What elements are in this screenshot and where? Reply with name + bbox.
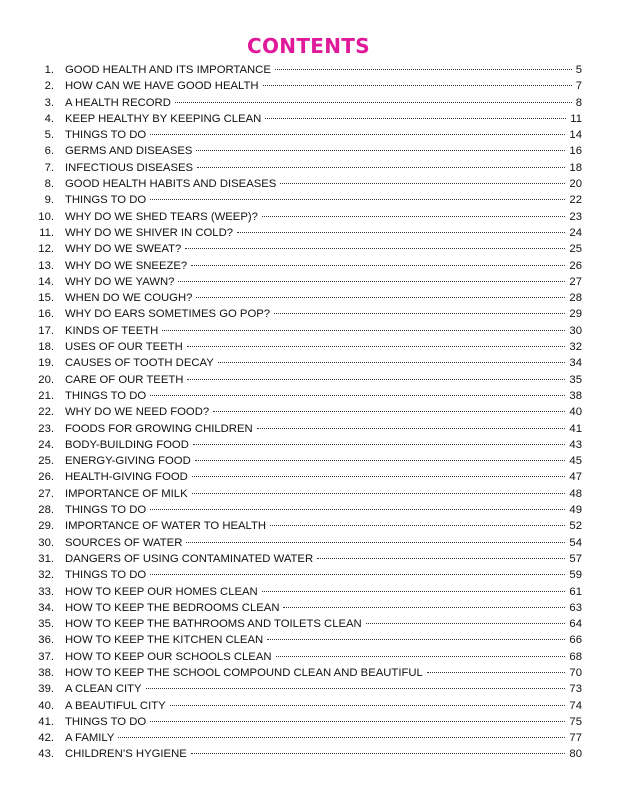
toc-entry-line [65,502,582,518]
toc-entry-title: SOURCES OF WATER [65,536,183,549]
toc-entry-title: IMPORTANCE OF WATER TO HEALTH [65,520,267,533]
toc-entry-title: A HEALTH RECORD [65,96,171,109]
toc-entry-number: 6. [44,145,54,158]
toc-entry-line [65,584,582,600]
dot-leader [195,460,566,461]
toc-entry-page: 28 [569,292,582,305]
toc-entry-number: 17. [38,324,54,337]
toc-entry-page: 38 [569,389,582,402]
dot-leader [265,118,566,119]
toc-entry [0,502,617,518]
dot-leader [185,248,565,249]
toc-entry-page: 30 [569,324,582,337]
toc-entry-page: 75 [569,715,582,728]
toc-entry-title: THINGS TO DO [65,569,147,582]
toc-entry-number: 36. [38,634,54,647]
toc-entry-title: HOW TO KEEP OUR SCHOOLS CLEAN [65,650,272,663]
toc-entry-page: 29 [569,308,582,321]
toc-entry-page: 18 [569,161,582,174]
toc-entry [0,274,617,290]
dot-leader [218,362,566,363]
toc-entry-number: 16. [38,308,54,321]
toc-entry [0,339,617,355]
toc-entry-page: 43 [569,438,582,451]
toc-entry-line [65,714,582,730]
dot-leader [283,607,565,608]
dot-leader [197,167,565,168]
toc-entry-page: 45 [569,455,582,468]
toc-entry-title: A CLEAN CITY [65,683,142,696]
toc-entry-line [65,95,582,111]
toc-entry-line [65,632,582,648]
toc-entry-line [65,698,582,714]
toc-entry-number: 24. [38,438,54,451]
toc-entry-line [65,567,582,583]
dot-leader [196,150,565,151]
dot-leader [213,411,565,412]
toc-entry-title: A BEAUTIFUL CITY [65,699,166,712]
toc-entry-title: HOW CAN WE HAVE GOOD HEALTH [65,80,259,93]
dot-leader [317,558,565,559]
toc-entry-number: 2. [44,80,54,93]
toc-entry-number: 42. [38,732,54,745]
toc-entry [0,258,617,274]
dot-leader [275,69,572,70]
toc-entry [0,78,617,94]
toc-entry-line [65,551,582,567]
dot-leader [270,525,565,526]
dot-leader [262,216,566,217]
toc-entry-title: GOOD HEALTH AND ITS IMPORTANCE [65,64,271,76]
toc-entry [0,209,617,225]
toc-entry-line [65,225,582,241]
toc-entry-number: 8. [44,178,54,191]
toc-entry-line [65,258,582,274]
toc-entry-title: THINGS TO DO [65,129,147,142]
toc-entry-title: THINGS TO DO [65,194,147,207]
toc-entry [0,388,617,404]
dot-leader [274,313,565,314]
toc-entry-number: 1. [44,64,54,76]
toc-entry-page: 34 [569,357,582,370]
toc-entry-line [65,62,582,78]
toc-entry-number: 23. [38,422,54,435]
toc-entry-page: 64 [569,618,582,631]
toc-entry-number: 10. [38,210,54,223]
toc-entry-page: 23 [569,210,582,223]
toc-entry-title: CAUSES OF TOOTH DECAY [65,357,214,370]
toc-entry-title: HOW TO KEEP THE KITCHEN CLEAN [65,634,264,647]
toc-entry [0,176,617,192]
toc-entry-number: 41. [38,715,54,728]
toc-entry-line [65,323,582,339]
toc-entry-title: WHY DO WE NEED FOOD? [65,406,210,419]
toc-entry-number: 26. [38,471,54,484]
toc-entry-title: GOOD HEALTH HABITS AND DISEASES [65,178,277,191]
toc-entry-title: THINGS TO DO [65,715,147,728]
toc-entry-title: BODY-BUILDING FOOD [65,438,189,451]
toc-entry [0,421,617,437]
toc-entry-title: CHILDREN’S HYGIENE [65,748,187,761]
toc-entry [0,111,617,127]
toc-entry-title: IMPORTANCE OF MILK [65,487,188,500]
dot-leader [162,330,565,331]
toc-entry [0,372,617,388]
toc-entry-page: 68 [569,650,582,663]
toc-entry-line [65,388,582,404]
toc-entry-line [65,649,582,665]
toc-entry-title: WHEN DO WE COUGH? [65,292,193,305]
toc-entry-page: 48 [569,487,582,500]
toc-entry [0,632,617,648]
toc-entry-page: 7 [575,80,582,93]
toc-entry-line [65,681,582,697]
toc-entry-line [65,290,582,306]
dot-leader [150,134,565,135]
toc-entry [0,127,617,143]
toc-entry-title: CARE OF OUR TEETH [65,373,184,386]
toc-entry-number: 22. [38,406,54,419]
page-title: CONTENTS [247,34,370,58]
toc-entry-page: 25 [569,243,582,256]
toc-entry-title: THINGS TO DO [65,504,147,517]
dot-leader [262,591,566,592]
toc-entry-title: KEEP HEALTHY BY KEEPING CLEAN [65,112,262,125]
toc-entry-page: 47 [569,471,582,484]
toc-entry [0,469,617,485]
toc-entry-title: WHY DO WE SHED TEARS (WEEP)? [65,210,258,223]
toc-entry-page: 57 [569,552,582,565]
dot-leader [427,672,566,673]
toc-entry-title: WHY DO WE SNEEZE? [65,259,188,272]
toc-entry-number: 29. [38,520,54,533]
toc-entry-title: WHY DO WE SHIVER IN COLD? [65,226,234,239]
toc-entry-line [65,665,582,681]
toc-entry-title: WHY DO WE YAWN? [65,275,175,288]
toc-entry-number: 40. [38,699,54,712]
toc-entry-title: HOW TO KEEP THE BATHROOMS AND TOILETS CLEAN [65,618,362,631]
dot-leader [191,265,565,266]
toc-entry-line [65,143,582,159]
toc-entry-number: 38. [38,666,54,679]
toc-entry-page: 66 [569,634,582,647]
toc-entry-number: 27. [38,487,54,500]
toc-entry-number: 5. [44,129,54,142]
toc-entry-number: 20. [38,373,54,386]
toc-entry-title: THINGS TO DO [65,389,147,402]
dot-leader [366,623,566,624]
toc-entry-page: 73 [569,683,582,696]
toc-entry [0,551,617,567]
toc-entry-line [65,176,582,192]
toc-entry-line [65,404,582,420]
dot-leader [150,199,565,200]
toc-entry-page: 32 [569,341,582,354]
toc-entry-page: 35 [569,373,582,386]
toc-entry-line [65,535,582,551]
toc-entry-page: 14 [569,129,582,142]
toc-entry-number: 14. [38,275,54,288]
toc-entry-line [65,600,582,616]
toc-entry-page: 52 [569,520,582,533]
toc-entry [0,665,617,681]
toc-entry-number: 32. [38,569,54,582]
toc-entry-number: 34. [38,601,54,614]
toc-entry-line [65,437,582,453]
toc-entry [0,698,617,714]
toc-entry-line [65,421,582,437]
toc-entry-page: 27 [569,275,582,288]
toc-entry [0,518,617,534]
toc-entry [0,143,617,159]
toc-entry-page: 40 [569,406,582,419]
toc-entry [0,649,617,665]
toc-entry [0,584,617,600]
toc-entry-number: 3. [44,96,54,109]
toc-entry [0,714,617,730]
toc-entry-page: 22 [569,194,582,207]
toc-entry-number: 28. [38,504,54,517]
toc-entry [0,746,617,762]
toc-entry-page: 11 [570,112,582,125]
dot-leader [276,656,566,657]
toc-entry-title: HOW TO KEEP OUR HOMES CLEAN [65,585,258,598]
dot-leader [146,688,566,689]
toc-entry [0,62,617,78]
toc-entry-line [65,78,582,94]
toc-entry-number: 35. [38,618,54,631]
toc-entry [0,567,617,583]
toc-entry-page: 20 [569,178,582,191]
table-of-contents [0,62,617,763]
toc-entry-number: 25. [38,455,54,468]
toc-entry-number: 43. [38,748,54,761]
dot-leader [237,232,565,233]
dot-leader [192,493,566,494]
toc-entry-number: 15. [38,292,54,305]
dot-leader [118,737,565,738]
toc-entry [0,160,617,176]
dot-leader [192,476,566,477]
toc-entry [0,681,617,697]
toc-entry-title: GERMS AND DISEASES [65,145,193,158]
toc-entry [0,241,617,257]
toc-entry-number: 9. [44,194,54,207]
toc-entry-page: 77 [569,732,582,745]
toc-entry-line [65,372,582,388]
toc-entry-number: 11. [39,226,54,239]
toc-entry [0,355,617,371]
dot-leader [191,753,566,754]
toc-entry [0,486,617,502]
toc-entry-line [65,192,582,208]
toc-entry-line [65,453,582,469]
dot-leader [263,85,572,86]
dot-leader [150,509,565,510]
toc-entry-number: 30. [38,536,54,549]
toc-entry-page: 24 [569,226,582,239]
toc-entry-number: 4. [44,112,54,125]
toc-entry [0,437,617,453]
toc-entry-line [65,746,582,762]
toc-entry-line [65,339,582,355]
toc-entry-page: 63 [569,601,582,614]
toc-entry-page: 8 [575,96,582,109]
toc-entry-number: 13. [38,259,54,272]
toc-entry-line [65,518,582,534]
toc-entry-line [65,241,582,257]
toc-entry-number: 12. [38,243,54,256]
toc-entry [0,600,617,616]
toc-entry-title: DANGERS OF USING CONTAMINATED WATER [65,552,314,565]
toc-entry-number: 31. [38,552,54,565]
toc-entry-title: INFECTIOUS DISEASES [65,161,194,174]
toc-entry-number: 21. [38,389,54,402]
dot-leader [267,639,565,640]
toc-entry-line [65,127,582,143]
toc-entry-title: A FAMILY [65,732,115,745]
toc-entry [0,404,617,420]
toc-entry-title: USES OF OUR TEETH [65,341,183,354]
dot-leader [150,574,565,575]
toc-entry [0,225,617,241]
toc-entry [0,453,617,469]
toc-entry-line [65,274,582,290]
toc-entry-page: 74 [569,699,582,712]
toc-entry [0,323,617,339]
dot-leader [175,102,572,103]
toc-entry [0,290,617,306]
toc-entry-number: 37. [38,650,54,663]
toc-entry-page: 49 [569,504,582,517]
toc-entry-page: 59 [569,569,582,582]
toc-entry [0,192,617,208]
toc-entry-page: 5 [575,64,582,76]
toc-entry-line [65,111,582,127]
toc-entry-line [65,160,582,176]
toc-entry [0,616,617,632]
toc-entry-title: HOW TO KEEP THE SCHOOL COMPOUND CLEAN AND BEAUTIFUL [65,666,423,679]
dot-leader [280,183,565,184]
dot-leader [150,721,565,722]
toc-entry-title: WHY DO WE SWEAT? [65,243,182,256]
toc-entry-title: HEALTH-GIVING FOOD [65,471,188,484]
dot-leader [193,444,566,445]
toc-entry [0,306,617,322]
toc-entry-page: 70 [569,666,582,679]
dot-leader [178,281,565,282]
toc-entry-line [65,355,582,371]
toc-entry-number: 39. [38,683,54,696]
dot-leader [187,379,565,380]
toc-entry-title: WHY DO EARS SOMETIMES GO POP? [65,308,271,321]
toc-entry-number: 33. [38,585,54,598]
toc-entry-line [65,486,582,502]
toc-entry-number: 7. [44,161,54,174]
toc-entry-title: FOODS FOR GROWING CHILDREN [65,422,253,435]
toc-entry-page: 61 [569,585,582,598]
toc-entry-number: 18. [38,341,54,354]
toc-entry-number: 19. [38,357,54,370]
dot-leader [150,395,565,396]
dot-leader [170,705,566,706]
toc-entry-line [65,306,582,322]
toc-entry-title: KINDS OF TEETH [65,324,159,337]
toc-entry-line [65,209,582,225]
toc-entry-page: 16 [569,145,582,158]
dot-leader [196,297,565,298]
toc-entry-line [65,730,582,746]
toc-entry [0,535,617,551]
toc-entry-page: 26 [569,259,582,272]
toc-entry-line [65,616,582,632]
toc-entry-title: ENERGY-GIVING FOOD [65,455,191,468]
toc-entry [0,95,617,111]
dot-leader [187,346,566,347]
toc-entry-page: 80 [569,748,582,761]
toc-entry-page: 41 [569,422,582,435]
toc-entry-line [65,469,582,485]
toc-entry-page: 54 [569,536,582,549]
dot-leader [257,428,566,429]
toc-entry [0,730,617,746]
dot-leader [186,542,565,543]
toc-entry-title: HOW TO KEEP THE BEDROOMS CLEAN [65,601,280,614]
